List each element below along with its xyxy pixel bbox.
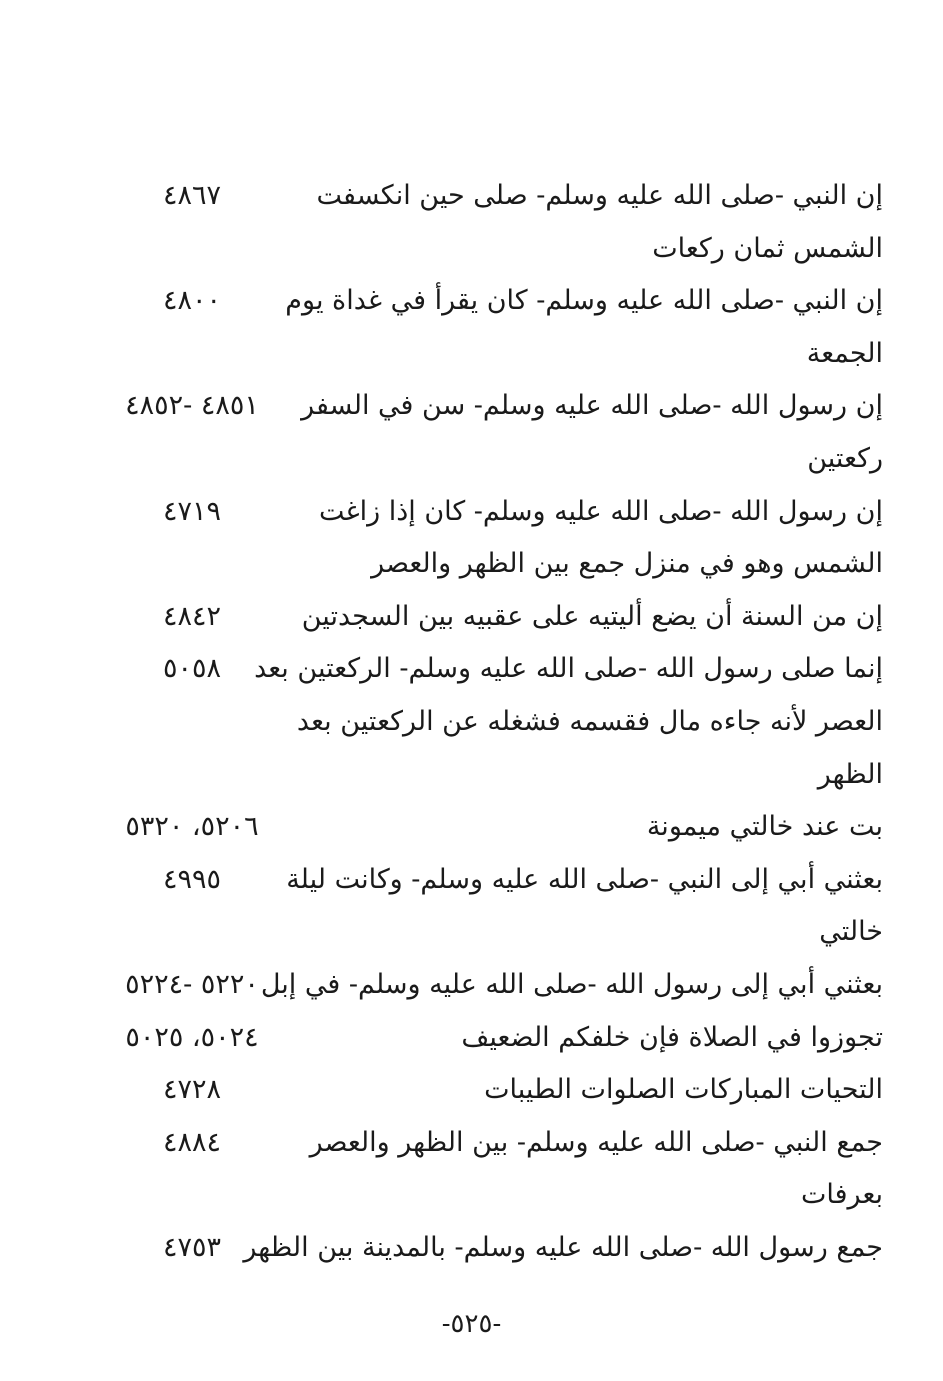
index-line bbox=[0, 1064, 943, 1117]
hadith-text: التحيات المباركات الصلوات الطيبات bbox=[484, 1074, 883, 1106]
hadith-text: بعرفات bbox=[801, 1179, 883, 1211]
index-line bbox=[0, 486, 943, 539]
page-number: -٥٢٥- bbox=[441, 1309, 502, 1339]
hadith-text: الشمس وهو في منزل جمع بين الظهر والعصر bbox=[371, 548, 883, 580]
hadith-number: ٤٨٠٠ bbox=[162, 285, 221, 317]
index-line bbox=[0, 380, 943, 433]
index-line bbox=[0, 643, 943, 696]
hadith-number: ٥٢٢٠ -٥٢٢٤ bbox=[125, 968, 259, 1000]
hadith-number: ٥٠٥٨ bbox=[162, 653, 221, 685]
hadith-text: إنما صلى رسول الله -صلى الله عليه وسلم- الركعتين بعد bbox=[254, 653, 883, 685]
index-line bbox=[0, 1169, 943, 1222]
hadith-number: ٤٨٦٧ bbox=[162, 180, 221, 211]
index-line bbox=[0, 801, 943, 854]
hadith-text: إن النبي -صلى الله عليه وسلم- كان يقرأ في غداة يوم bbox=[285, 285, 883, 317]
hadith-number: ٤٧٥٣ bbox=[162, 1231, 221, 1263]
hadith-number: ٤٧١٩ bbox=[162, 495, 221, 527]
hadith-text: جمع رسول الله -صلى الله عليه وسلم- بالمدينة بين الظهر bbox=[243, 1231, 883, 1263]
hadith-text: إن رسول الله -صلى الله عليه وسلم- كان إذا زاغت bbox=[318, 495, 883, 527]
hadith-text: خالتي bbox=[819, 916, 883, 948]
hadith-text: جمع النبي -صلى الله عليه وسلم- بين الظهر والعصر bbox=[309, 1126, 883, 1158]
hadith-text: بعثني أبي إلى النبي -صلى الله عليه وسلم- وكانت ليلة bbox=[286, 863, 883, 895]
hadith-number: ٤٨٥١ -٤٨٥٢ bbox=[125, 390, 259, 422]
hadith-text: بت عند خالتي ميمونة bbox=[646, 811, 883, 843]
index-line bbox=[0, 1222, 943, 1275]
hadith-text: تجوزوا في الصلاة فإن خلفكم الضعيف bbox=[461, 1021, 883, 1053]
hadith-text: الظهر bbox=[817, 758, 883, 790]
hadith-number: ٤٩٩٥ bbox=[162, 863, 221, 895]
index-line bbox=[0, 1117, 943, 1170]
hadith-number: ٤٨٤٢ bbox=[162, 600, 221, 632]
index-line bbox=[0, 696, 943, 749]
hadith-number: ٥٢٠٦، ٥٣٢٠ bbox=[125, 811, 259, 843]
index-line bbox=[0, 275, 943, 328]
hadith-text: إن من السنة أن يضع أليتيه على عقبيه بين السجدتين bbox=[301, 600, 883, 632]
index-line bbox=[0, 959, 943, 1012]
index-line bbox=[0, 749, 943, 802]
index-line bbox=[0, 433, 943, 486]
index-line bbox=[0, 328, 943, 381]
hadith-text: الشمس ثمان ركعات bbox=[652, 232, 883, 264]
index-line bbox=[0, 854, 943, 907]
index-line bbox=[0, 1012, 943, 1065]
hadith-text: ركعتين bbox=[807, 442, 883, 474]
hadith-text: الجمعة bbox=[806, 337, 883, 369]
hadith-text: العصر لأنه جاءه مال فقسمه فشغله عن الركعتين بعد bbox=[296, 705, 883, 737]
hadith-number: ٤٧٢٨ bbox=[162, 1074, 221, 1106]
index-line bbox=[0, 906, 943, 959]
index-line bbox=[0, 538, 943, 591]
index-line bbox=[0, 223, 943, 276]
hadith-text: إن النبي -صلى الله عليه وسلم- صلى حين انكسفت bbox=[316, 180, 883, 211]
hadith-index-list bbox=[0, 170, 943, 1274]
hadith-number: ٤٨٨٤ bbox=[162, 1126, 221, 1158]
hadith-text: إن رسول الله -صلى الله عليه وسلم- سن في السفر bbox=[301, 390, 883, 422]
hadith-number: ٥٠٢٤، ٥٠٢٥ bbox=[125, 1021, 259, 1053]
index-line bbox=[0, 170, 943, 223]
hadith-text: بعثني أبي إلى رسول الله -صلى الله عليه وسلم- في إبل bbox=[260, 968, 883, 1000]
index-line bbox=[0, 591, 943, 644]
